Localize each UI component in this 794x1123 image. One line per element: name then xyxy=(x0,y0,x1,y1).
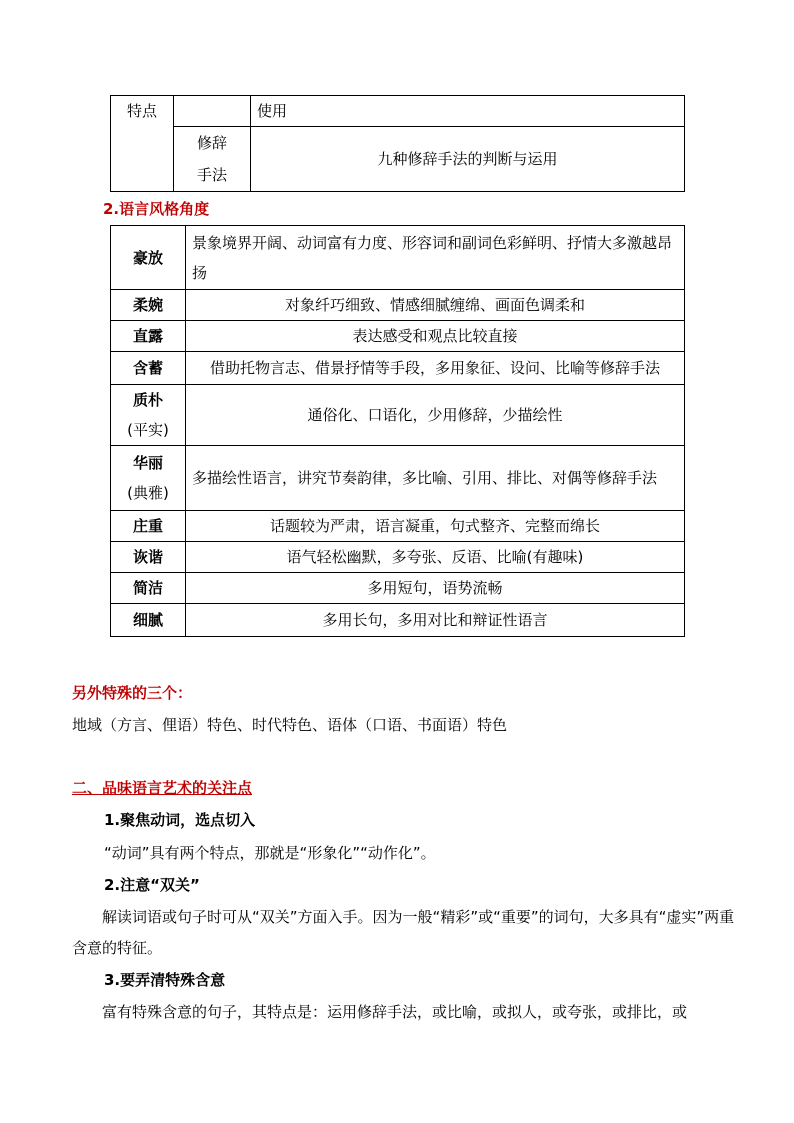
style-description: 语气轻松幽默，多夸张、反语、比喻(有趣味) xyxy=(186,542,685,573)
point3-title: 3.要弄清特殊含意 xyxy=(104,971,226,989)
point1-title: 1.聚焦动词，选点切入 xyxy=(104,811,256,829)
style-name-cell xyxy=(111,226,186,290)
style-name-cell xyxy=(111,542,186,573)
section2-title: 2.语言风格角度 xyxy=(103,200,210,218)
rhetoric-table xyxy=(110,95,685,192)
style-alias: (典雅) xyxy=(127,484,169,502)
style-table xyxy=(110,225,685,637)
style-name: 含蓄 xyxy=(132,359,163,377)
style-name: 诙谐 xyxy=(132,548,163,566)
usage-cell: 使用 xyxy=(251,96,685,127)
point1-text: “动词”具有两个特点，那就是“形象化”“动作化”。 xyxy=(104,844,436,862)
style-description: 景象境界开阔、动词富有力度、形容词和副词色彩鲜明、抒情大多激越昂扬 xyxy=(186,226,685,290)
style-row xyxy=(111,321,685,352)
style-description: 借助托物言志、借景抒情等手段，多用象征、设问、比喻等修辞手法 xyxy=(186,352,685,385)
style-name-cell xyxy=(111,604,186,637)
point3-text: 富有特殊含意的句子，其特点是：运用修辞手法，或比喻，或拟人，或夸张，或排比，或 xyxy=(102,1003,688,1021)
style-name: 庄重 xyxy=(132,517,163,535)
style-name: 华丽 xyxy=(132,454,163,472)
style-description: 多描绘性语言，讲究节奏韵律，多比喻、引用、排比、对偶等修辞手法 xyxy=(186,446,685,511)
style-name: 简洁 xyxy=(132,579,163,597)
rhetoric-cell xyxy=(174,127,251,192)
feature-label: 特点 xyxy=(126,102,157,120)
style-name-cell xyxy=(111,385,186,446)
style-name-cell xyxy=(111,321,186,352)
rhetoric-label-2: 手法 xyxy=(196,166,227,184)
style-description: 对象纤巧细致、情感细腻缠绵、画面色调柔和 xyxy=(186,290,685,321)
style-name-cell xyxy=(111,290,186,321)
style-row xyxy=(111,573,685,604)
style-row xyxy=(111,542,685,573)
style-name: 细腻 xyxy=(132,611,163,629)
style-name-cell xyxy=(111,511,186,542)
style-row xyxy=(111,446,685,511)
rhetoric-label-1: 修辞 xyxy=(196,134,227,152)
feature-cell xyxy=(111,96,174,192)
style-name: 直露 xyxy=(132,327,163,345)
style-name: 柔婉 xyxy=(132,296,163,314)
point2-text: 解读词语或句子时可从“双关”方面入手。因为一般“精彩”或“重要”的词句，大多具有“虚实”两重含意的特征。 xyxy=(72,908,735,957)
style-name: 豪放 xyxy=(132,248,163,267)
style-name-cell xyxy=(111,446,186,511)
style-row xyxy=(111,352,685,385)
special-text: 地域（方言、俚语）特色、时代特色、语体（口语、书面语）特色 xyxy=(72,716,508,734)
part2-title: 二、品味语言艺术的关注点 xyxy=(72,779,253,797)
style-description: 话题较为严肃，语言凝重，句式整齐、完整而绵长 xyxy=(186,511,685,542)
style-row xyxy=(111,226,685,290)
style-row xyxy=(111,290,685,321)
style-row xyxy=(111,604,685,637)
style-name-cell xyxy=(111,573,186,604)
style-name: 质朴 xyxy=(132,391,163,409)
style-row xyxy=(111,511,685,542)
style-description: 通俗化、口语化，少用修辞，少描绘性 xyxy=(186,385,685,446)
rhetoric-desc-cell: 九种修辞手法的判断与运用 xyxy=(251,127,685,192)
empty-cell xyxy=(174,96,251,127)
style-description: 多用短句，语势流畅 xyxy=(186,573,685,604)
style-alias: (平实) xyxy=(127,421,169,439)
point2-title: 2.注意“双关” xyxy=(104,876,200,894)
style-description: 表达感受和观点比较直接 xyxy=(186,321,685,352)
special-title: 另外特殊的三个： xyxy=(72,684,193,702)
style-description: 多用长句，多用对比和辩证性语言 xyxy=(186,604,685,637)
style-row xyxy=(111,385,685,446)
style-name-cell xyxy=(111,352,186,385)
